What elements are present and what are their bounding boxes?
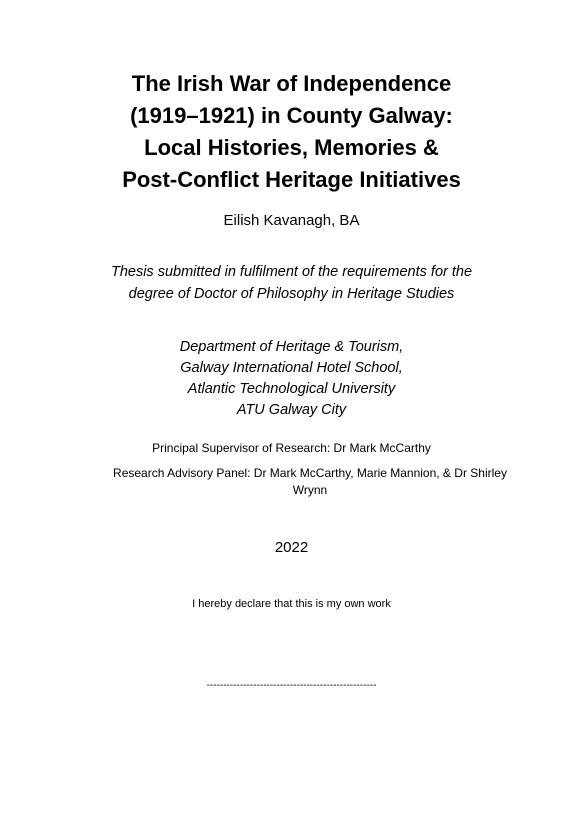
title-line-4: Post-Conflict Heritage Initiatives [122,167,461,192]
department-line-4: ATU Galway City [236,402,347,418]
declaration-text: I hereby declare that this is my own work [192,598,391,610]
thesis-statement-line-2: degree of Doctor of Philosophy in Heritage Studies [128,286,455,302]
title-line-3: Local Histories, Memories & [144,135,439,160]
principal-supervisor: Principal Supervisor of Research: Dr Mark McCarthy [152,441,431,455]
thesis-statement [0,261,583,305]
submission-year: 2022 [274,539,309,556]
department-line-1: Department of Heritage & Tourism, [179,339,404,355]
author-name: Eilish Kavanagh, BA [223,212,360,229]
department-line-2: Galway International Hotel School, [180,360,403,376]
thesis-title [0,68,583,196]
title-line-1: The Irish War of Independence [131,71,452,96]
signature-line: --------------------------------------------------- [206,680,377,691]
advisory-panel: Research Advisory Panel: Dr Mark McCarthy, Marie Mannion, & Dr Shirley Wrynn [113,466,507,497]
title-line-2: (1919–1921) in County Galway: [130,103,453,128]
thesis-statement-line-1: Thesis submitted in fulfilment of the requirements for the [110,264,473,280]
department-block [0,337,583,421]
department-line-3: Atlantic Technological University [187,381,396,397]
